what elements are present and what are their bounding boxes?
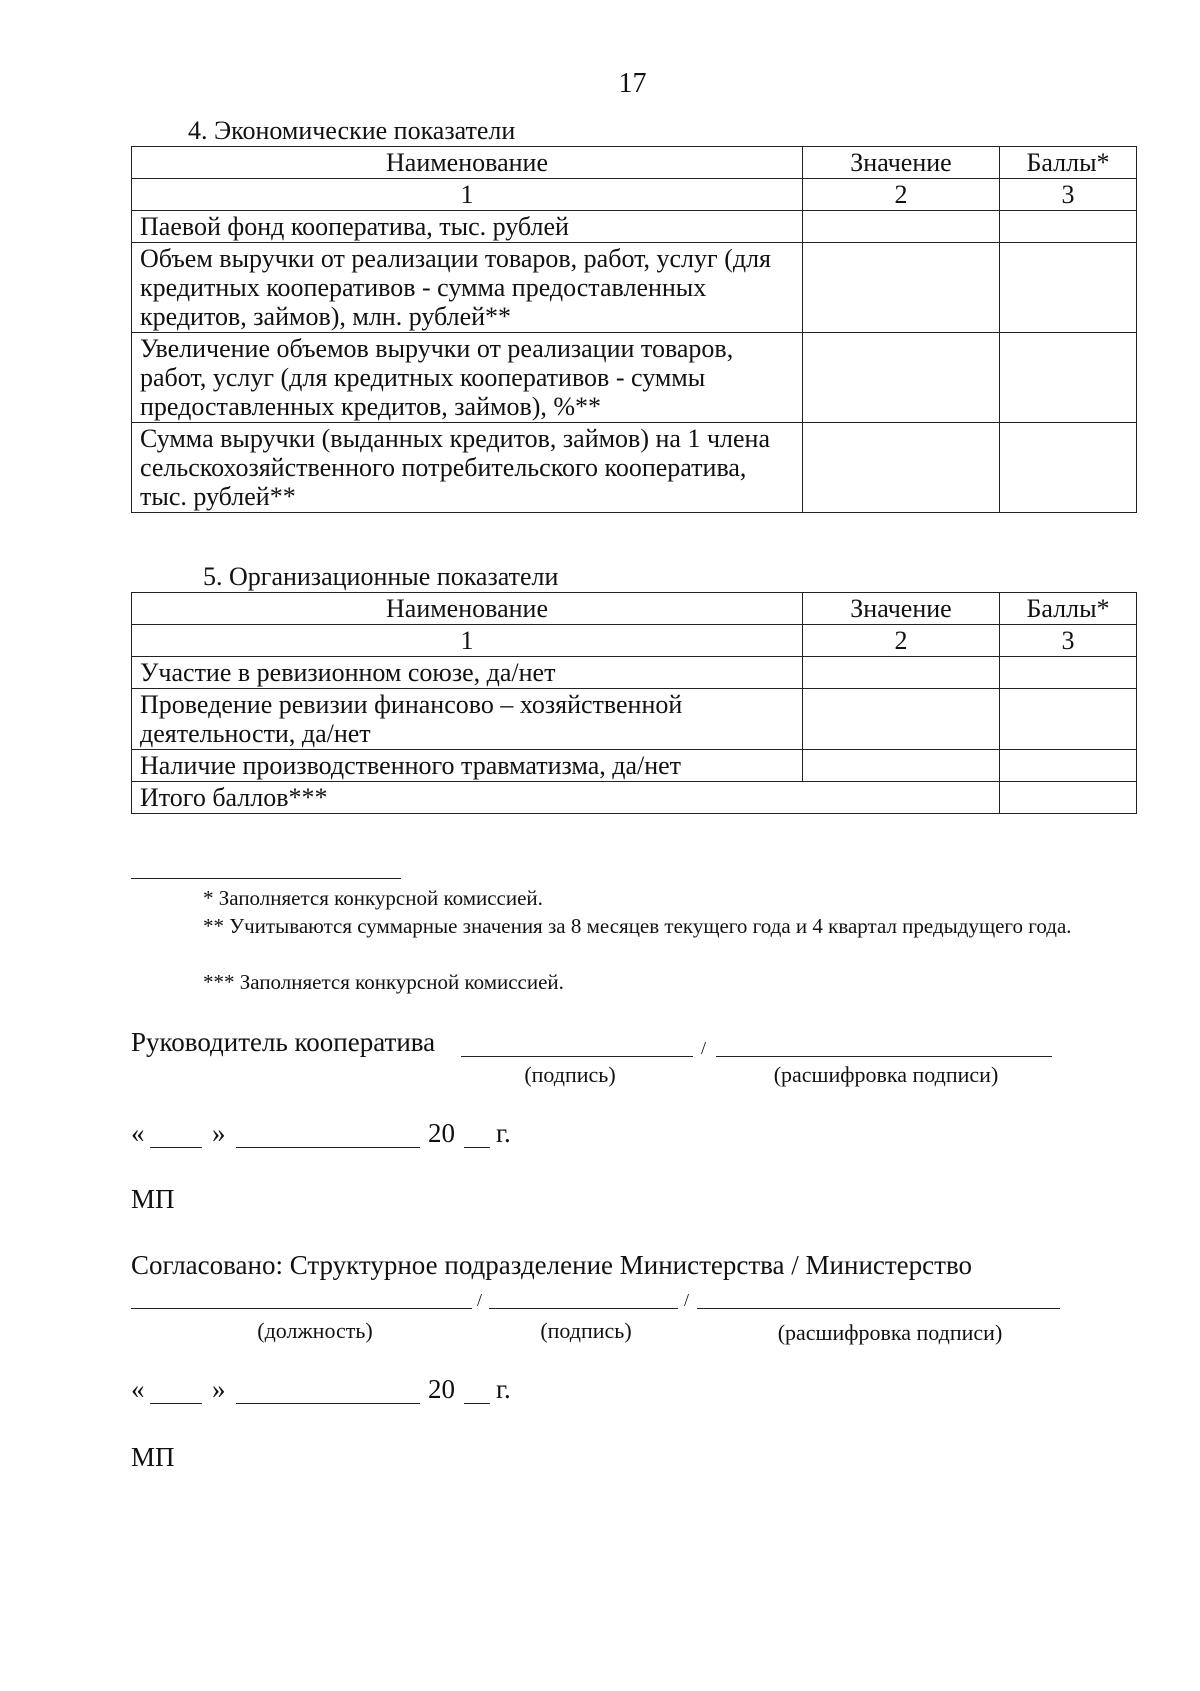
year-prefix: 20 bbox=[428, 1118, 455, 1148]
footnote-2: ** Учитываются суммарные значения за 8 месяцев текущего года и 4 квартал предыдущего года. bbox=[203, 914, 1072, 938]
section5-title: 5. Организационные показатели bbox=[203, 562, 559, 591]
caption-signature: (подпись) bbox=[524, 1062, 616, 1087]
points-cell[interactable] bbox=[1000, 243, 1137, 333]
signer-label: Руководитель кооператива bbox=[131, 1027, 436, 1057]
signature-decoding-line[interactable] bbox=[697, 1308, 1060, 1309]
value-cell[interactable] bbox=[803, 689, 1000, 750]
year-line[interactable] bbox=[464, 1403, 490, 1404]
stamp-place: МП bbox=[131, 1184, 175, 1214]
header-value: Значение bbox=[803, 147, 1000, 179]
footnote-1: * Заполняется конкурсной комиссией. bbox=[203, 886, 543, 910]
year-prefix: 20 bbox=[428, 1374, 455, 1404]
header-points: Баллы* bbox=[1000, 147, 1137, 179]
table-row bbox=[132, 211, 1137, 243]
table-header-row bbox=[132, 147, 1137, 179]
points-cell[interactable] bbox=[1000, 211, 1137, 243]
caption-decoding: (расшифровка подписи) bbox=[777, 1320, 1003, 1345]
day-line[interactable] bbox=[150, 1147, 202, 1148]
separator: / bbox=[477, 1290, 483, 1310]
day-line[interactable] bbox=[150, 1403, 202, 1404]
col-number: 3 bbox=[1000, 179, 1137, 211]
row-label: Проведение ревизии финансово – хозяйственной деятельности, да/нет bbox=[132, 689, 803, 750]
table-row bbox=[132, 423, 1137, 513]
total-row bbox=[132, 782, 1137, 814]
date-close-quote: » bbox=[212, 1374, 226, 1404]
approval-label: Согласовано: Структурное подразделение Министерства / Министерство bbox=[131, 1250, 973, 1280]
footnote-divider bbox=[131, 878, 401, 879]
points-cell[interactable] bbox=[1000, 423, 1137, 513]
table-row bbox=[132, 750, 1137, 782]
signature-line[interactable] bbox=[461, 1056, 693, 1057]
economic-indicators-table bbox=[131, 146, 1137, 513]
row-label: Участие в ревизионном союзе, да/нет bbox=[132, 657, 803, 689]
col-number: 2 bbox=[803, 625, 1000, 657]
col-number: 3 bbox=[1000, 625, 1137, 657]
caption-position: (должность) bbox=[257, 1318, 373, 1343]
date-open-quote: « bbox=[131, 1374, 145, 1404]
signature-line[interactable] bbox=[489, 1308, 678, 1309]
month-line[interactable] bbox=[236, 1403, 420, 1404]
header-points: Баллы* bbox=[1000, 593, 1137, 625]
separator: / bbox=[701, 1038, 707, 1058]
header-name: Наименование bbox=[132, 147, 803, 179]
value-cell[interactable] bbox=[803, 211, 1000, 243]
points-cell[interactable] bbox=[1000, 657, 1137, 689]
separator: / bbox=[684, 1290, 690, 1310]
points-cell[interactable] bbox=[1000, 750, 1137, 782]
value-cell[interactable] bbox=[803, 243, 1000, 333]
total-label: Итого баллов*** bbox=[132, 782, 1000, 814]
header-name: Наименование bbox=[132, 593, 803, 625]
position-line[interactable] bbox=[131, 1308, 472, 1309]
table-row bbox=[132, 689, 1137, 750]
date-open-quote: « bbox=[131, 1118, 145, 1148]
table-row bbox=[132, 333, 1137, 423]
row-label: Паевой фонд кооператива, тыс. рублей bbox=[132, 211, 803, 243]
year-line[interactable] bbox=[464, 1147, 490, 1148]
table-row bbox=[132, 657, 1137, 689]
value-cell[interactable] bbox=[803, 657, 1000, 689]
column-number-row bbox=[132, 179, 1137, 211]
value-cell[interactable] bbox=[803, 333, 1000, 423]
row-label: Увеличение объемов выручки от реализации товаров, работ, услуг (для кредитных кооперативов - суммы предоставленных кредитов, займов), %** bbox=[132, 333, 803, 423]
table-header-row bbox=[132, 593, 1137, 625]
column-number-row bbox=[132, 625, 1137, 657]
header-value: Значение bbox=[803, 593, 1000, 625]
table-row bbox=[132, 243, 1137, 333]
value-cell[interactable] bbox=[803, 423, 1000, 513]
year-suffix: г. bbox=[496, 1374, 511, 1404]
points-cell[interactable] bbox=[1000, 333, 1137, 423]
stamp-place: МП bbox=[131, 1442, 175, 1472]
signature-decoding-line[interactable] bbox=[716, 1056, 1052, 1057]
organizational-indicators-table bbox=[131, 592, 1137, 814]
row-label: Объем выручки от реализации товаров, работ, услуг (для кредитных кооперативов - сумма предоставленных кредитов, займов), млн. рублей** bbox=[132, 243, 803, 333]
col-number: 2 bbox=[803, 179, 1000, 211]
row-label: Наличие производственного травматизма, да/нет bbox=[132, 750, 803, 782]
col-number: 1 bbox=[132, 179, 803, 211]
caption-signature: (подпись) bbox=[540, 1318, 632, 1343]
page-number: 17 bbox=[618, 68, 647, 99]
total-points-cell[interactable] bbox=[1000, 782, 1137, 814]
date-close-quote: » bbox=[212, 1118, 226, 1148]
month-line[interactable] bbox=[236, 1147, 420, 1148]
caption-decoding: (расшифровка подписи) bbox=[773, 1062, 999, 1087]
row-label: Сумма выручки (выданных кредитов, займов) на 1 члена сельскохозяйственного потребительского кооператива, тыс. рублей** bbox=[132, 423, 803, 513]
value-cell[interactable] bbox=[803, 750, 1000, 782]
footnote-3: *** Заполняется конкурсной комиссией. bbox=[203, 970, 564, 994]
points-cell[interactable] bbox=[1000, 689, 1137, 750]
section4-title: 4. Экономические показатели bbox=[188, 116, 516, 145]
year-suffix: г. bbox=[496, 1118, 511, 1148]
col-number: 1 bbox=[132, 625, 803, 657]
